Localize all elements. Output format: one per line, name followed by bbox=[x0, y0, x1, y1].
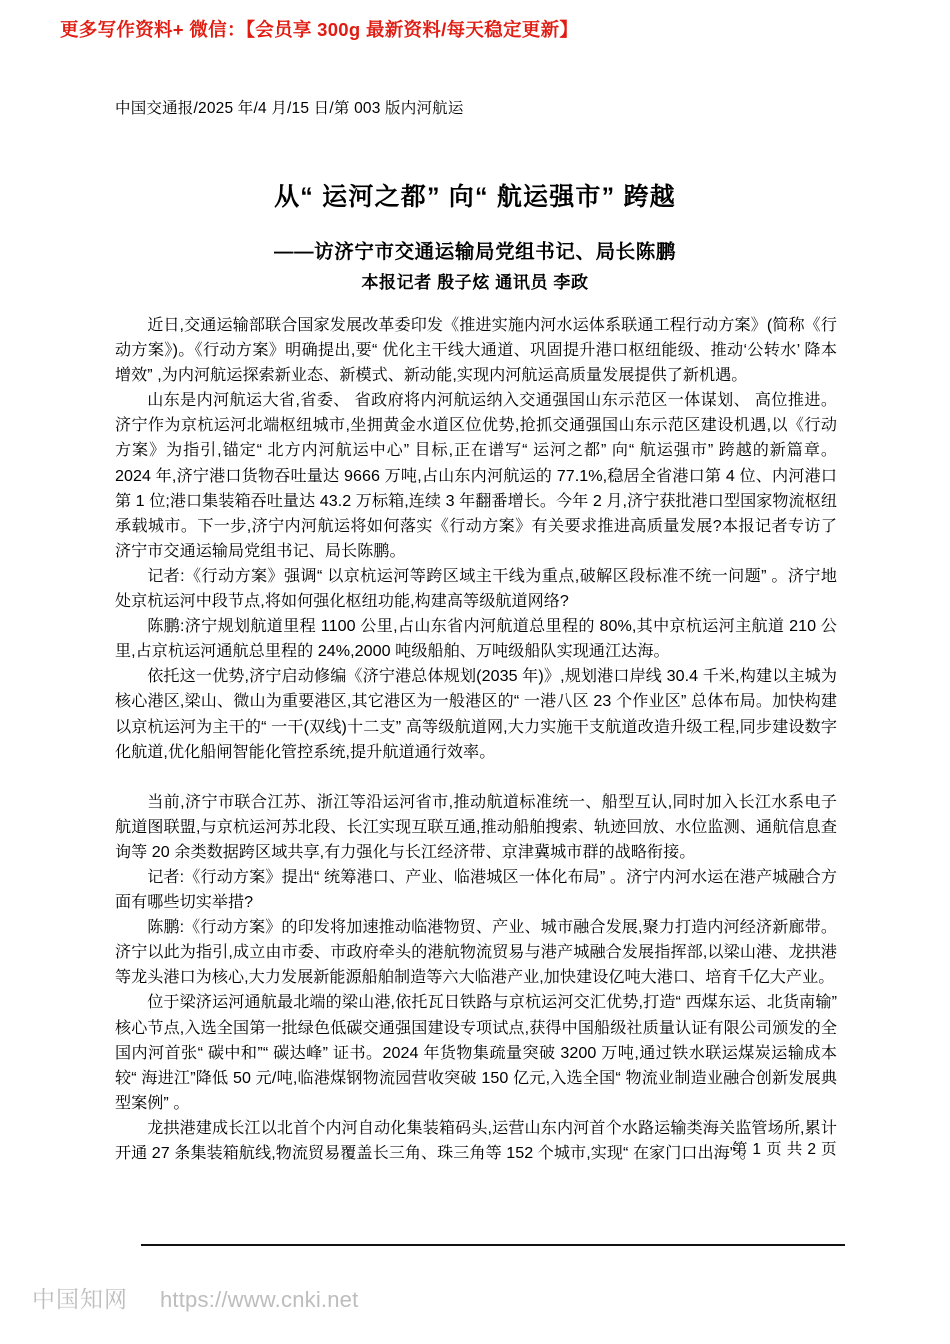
article-paragraph: 记者:《行动方案》提出“ 统筹港口、产业、临港城区一体化布局” 。济宁内河水运在港产城融合方面有哪些切实举措? bbox=[115, 867, 837, 912]
document-subtitle: ——访济宁市交通运输局党组书记、局长陈鹏 bbox=[273, 241, 676, 264]
promo-banner: 更多写作资料+ 微信：【会员享 300g 最新资料/每天稳定更新】 bbox=[60, 19, 579, 40]
article-paragraph: 近日,交通运输部联合国家发展改革委印发《推进实施内河水运体系联通工程行动方案》(简称《行动方案》)。《行动方案》明确提出,要“ 优化主干线大通道、巩固提升港口枢纽能级、推动‘公转水’ 降本增效” ,为内河航运探索新业态、新模式、新动能,实现内河航运高质量发展提供了新机遇。 bbox=[115, 316, 837, 385]
article-paragraph: 山东是内河航运大省,省委、 省政府将内河航运纳入交通强国山东示范区一体谋划、 高位推进。济宁作为京杭运河北端枢纽城市,坐拥黄金水道区位优势,抢抓交通强国山东示范区建设机遇,以《行动方案》为指引,锚定“ 北方内河航运中心” 目标,正在谱写“ 运河之都” 向“ 航运强市” 跨越的新篇章。 2024 年,济宁港口货物吞吐量达 9666 万吨,占山东内河航运的 77.1%,稳居全省港口第 4 位、内河港口第 1 位;港口集装箱吞吐量达 43.2 万标箱,连续 3 年翻番增长。今年 2 月,济宁获批港口型国家物流枢纽承载城市。下一步,济宁内河航运将如何落实《行动方案》有关要求推进高质量发展?本报记者专访了济宁市交通运输局党组书记、局长陈鹏。 bbox=[115, 391, 837, 560]
article-paragraph: 依托这一优势,济宁启动修编《济宁港总体规划(2035 年)》,规划港口岸线 30.4 千米,构建以主城为核心港区,梁山、微山为重要港区,其它港区为一般港区的“ 一港八区 23 个作业区” 总体布局。加快构建以京杭运河为主干的“ 一干(双线)十二支” 高等级航道网,大力实施干支航道改造升级工程,同步建设数字化航道,优化船闸智能化管控系统,提升航道通行效率。 bbox=[115, 667, 837, 761]
cnki-watermark-footer bbox=[32, 1281, 358, 1314]
page-number: 第 1 页 共 2 页 bbox=[731, 1141, 837, 1158]
cnki-brand-label: 中国知网 bbox=[32, 1286, 128, 1312]
footer-divider bbox=[141, 1244, 845, 1246]
article-paragraph: 记者:《行动方案》强调“ 以京杭运河等跨区域主干线为重点,破解区段标准不统一问题” 。济宁地处京杭运河中段节点,将如何强化枢纽功能,构建高等级航道网络? bbox=[115, 566, 837, 611]
article-paragraph: 陈鹏:《行动方案》的印发将加速推动临港物贸、产业、城市融合发展,聚力打造内河经济新廊带。济宁以此为指引,成立由市委、市政府牵头的港航物流贸易与港产城融合发展指挥部,以梁山港、龙拱港等龙头港口为核心,大力发展新能源船舶制造等六大临港产业,加快建设亿吨大港口、培育千亿大产业。 bbox=[115, 918, 837, 987]
publication-source-line: 中国交通报/2025 年/4 月/15 日/第 003 版内河航运 bbox=[115, 100, 464, 117]
article-paragraph: 位于梁济运河通航最北端的梁山港,依托瓦日铁路与京杭运河交汇优势,打造“ 西煤东运、北货南输” 核心节点,入选全国第一批绿色低碳交通强国建设专项试点,获得中国船级社质量认证有限公司颁发的全国内河首张“ 碳中和”“ 碳达峰” 证书。2024 年货物集疏量突破 3200 万吨,通过铁水联运煤炭运输成本较“ 海进江”降低 50 元/吨,临港煤钢物流园营收突破 150 亿元,入选全国“ 物流业制造业融合创新发展典型案例” 。 bbox=[115, 993, 837, 1112]
article-body bbox=[115, 313, 837, 1166]
article-paragraph: 龙拱港建成长江以北首个内河自动化集装箱码头,运营山东内河首个水路运输类海关监管场所,累计开通 27 条集装箱航线,物流贸易覆盖长三角、珠三角等 152 个城市,实现“ 在家门口出海” 。 bbox=[115, 1118, 837, 1162]
cnki-url-label: https://www.cnki.net bbox=[160, 1287, 359, 1312]
byline: 本报记者 殷子炫 通讯员 李政 bbox=[361, 273, 589, 292]
page-title: 从“ 运河之都” 向“ 航运强市” 跨越 bbox=[274, 182, 676, 211]
article-paragraph: 陈鹏:济宁规划航道里程 1100 公里,占山东省内河航道总里程的 80%,其中京杭运河主航道 210 公里,占京杭运河通航总里程的 24%,2000 吨级船舶、万吨级船队实现通江达海。 bbox=[115, 617, 837, 661]
article-paragraph: 当前,济宁市联合江苏、浙江等沿运河省市,推动航道标准统一、船型互认,同时加入长江水系电子航道图联盟,与京杭运河苏北段、长江实现互联互通,推动船舶搜索、轨迹回放、水位监测、通航信息查询等 20 余类数据跨区域共享,有力强化与长江经济带、京津冀城市群的战略衔接。 bbox=[115, 792, 837, 861]
